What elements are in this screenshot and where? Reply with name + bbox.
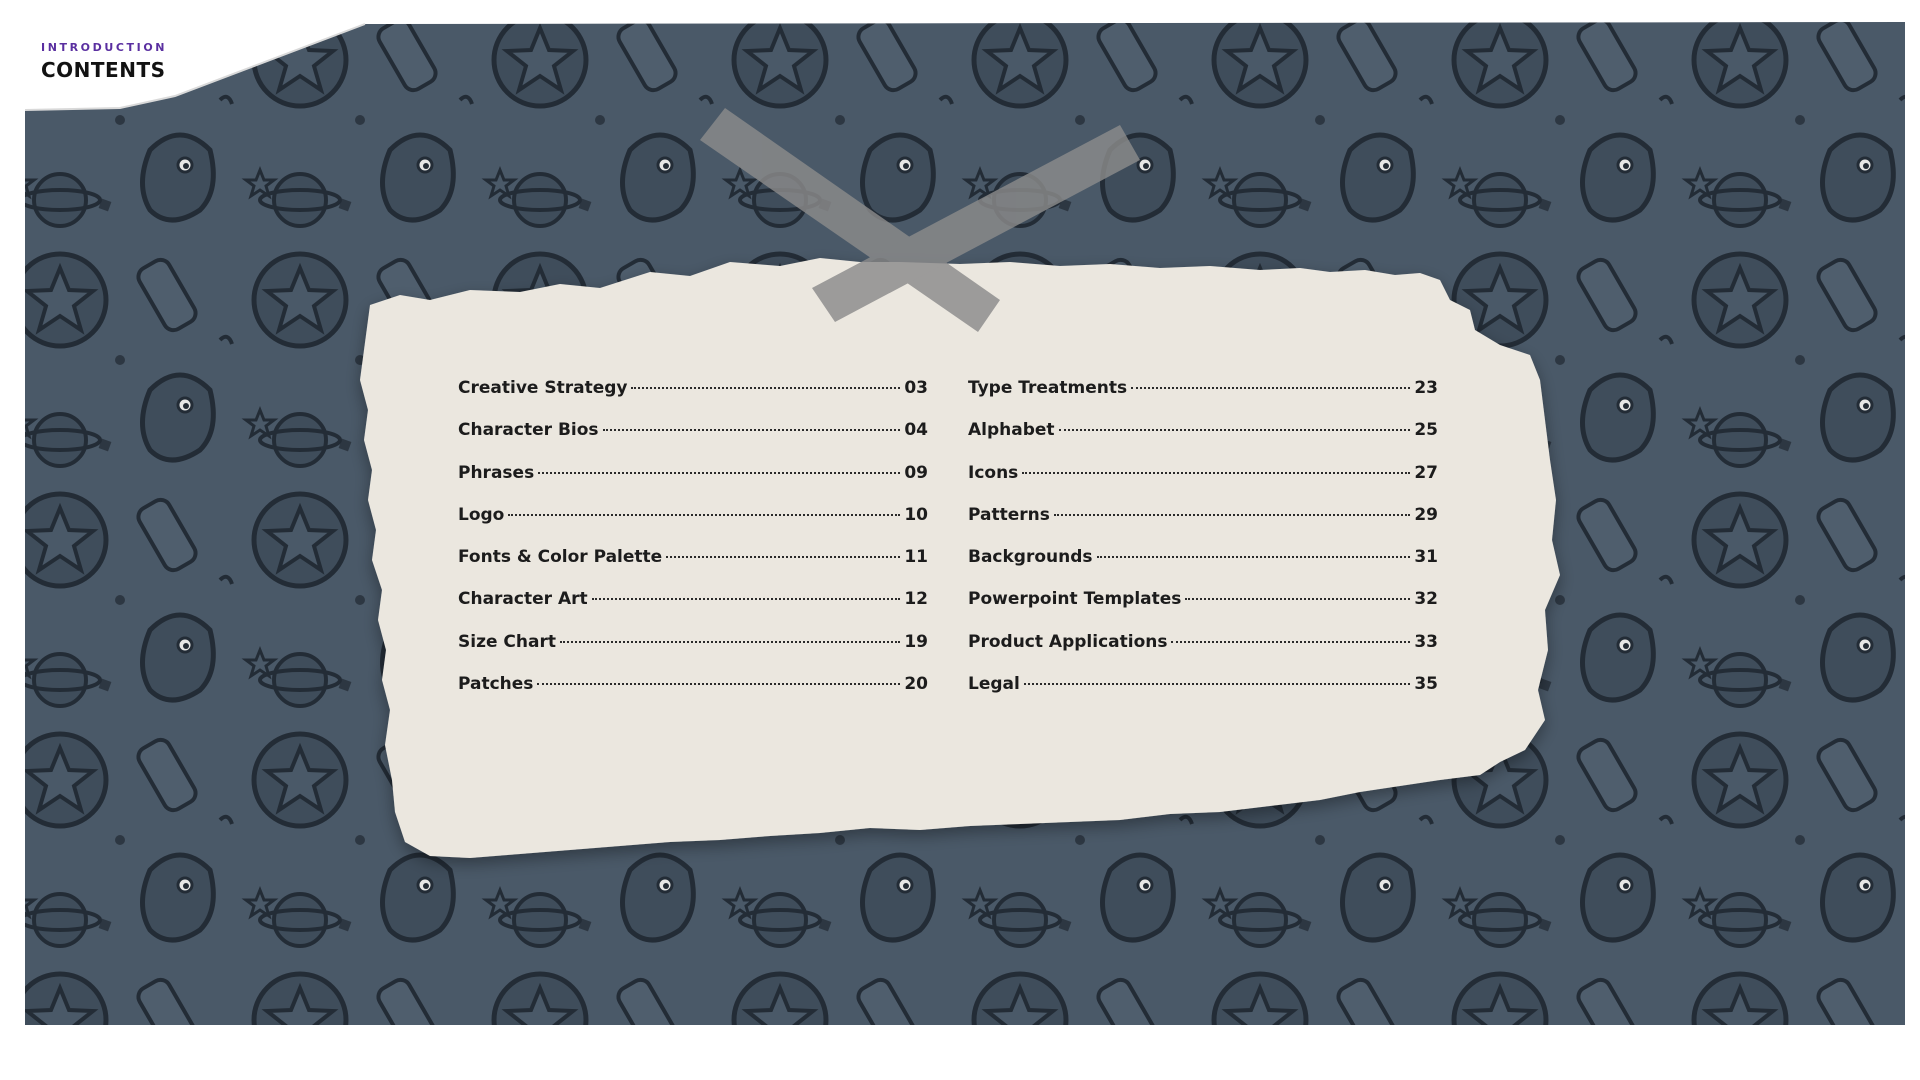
toc-entry-label: Alphabet: [968, 420, 1055, 441]
toc-dot-leader: [538, 472, 900, 474]
toc-entry[interactable]: [458, 420, 928, 462]
toc-entry-page: 12: [904, 589, 928, 610]
toc-entry[interactable]: [968, 463, 1438, 505]
toc-dot-leader: [537, 683, 900, 685]
toc-entry-page: 20: [904, 674, 928, 695]
toc-entry-label: Powerpoint Templates: [968, 589, 1182, 610]
toc-entry-page: 25: [1414, 420, 1438, 441]
table-of-contents: [458, 378, 1438, 716]
toc-entry-label: Icons: [968, 462, 1019, 483]
toc-entry[interactable]: [968, 547, 1438, 589]
toc-entry-label: Size Chart: [458, 631, 556, 652]
toc-entry-page: 23: [1414, 378, 1438, 398]
toc-entry-label: Patches: [458, 674, 534, 695]
toc-dot-leader: [631, 387, 900, 389]
page-title: CONTENTS: [41, 58, 166, 82]
toc-entry[interactable]: [968, 632, 1438, 674]
toc-entry-label: Logo: [458, 504, 505, 525]
toc-dot-leader: [560, 641, 900, 643]
toc-dot-leader: [1097, 556, 1411, 558]
toc-entry-page: 09: [904, 462, 928, 483]
toc-entry[interactable]: [458, 589, 928, 631]
toc-entry-label: Character Bios: [458, 420, 599, 441]
toc-dot-leader: [666, 556, 900, 558]
toc-entry[interactable]: [458, 378, 928, 420]
toc-entry[interactable]: [458, 674, 928, 716]
toc-entry-page: 03: [904, 378, 928, 398]
toc-entry-label: Character Art: [458, 589, 588, 610]
toc-dot-leader: [508, 514, 900, 516]
toc-entry[interactable]: [968, 674, 1438, 716]
toc-entry-label: Creative Strategy: [458, 378, 628, 398]
toc-entry[interactable]: [458, 463, 928, 505]
toc-column-right: [968, 378, 1438, 716]
toc-entry-page: 31: [1414, 547, 1438, 568]
toc-entry-page: 04: [904, 420, 928, 441]
header: [41, 41, 167, 82]
toc-dot-leader: [1185, 598, 1410, 600]
toc-entry-label: Fonts & Color Palette: [458, 547, 663, 568]
toc-entry-label: Phrases: [458, 462, 535, 483]
toc-entry[interactable]: [968, 589, 1438, 631]
toc-entry-page: 32: [1414, 589, 1438, 610]
toc-dot-leader: [1024, 683, 1410, 685]
toc-dot-leader: [1171, 641, 1410, 643]
toc-entry[interactable]: [968, 420, 1438, 462]
toc-entry[interactable]: [458, 547, 928, 589]
toc-entry[interactable]: [458, 505, 928, 547]
toc-entry-page: 27: [1414, 462, 1438, 483]
toc-entry-label: Product Applications: [968, 631, 1168, 652]
toc-entry[interactable]: [458, 632, 928, 674]
toc-dot-leader: [603, 429, 901, 431]
toc-entry-page: 10: [904, 504, 928, 525]
toc-dot-leader: [1059, 429, 1411, 431]
toc-entry-label: Patterns: [968, 504, 1050, 525]
toc-entry[interactable]: [968, 378, 1438, 420]
toc-column-left: [458, 378, 928, 716]
toc-entry-page: 19: [904, 631, 928, 652]
toc-entry-label: Backgrounds: [968, 547, 1093, 568]
toc-entry-label: Legal: [968, 674, 1020, 695]
toc-dot-leader: [1131, 387, 1410, 389]
toc-dot-leader: [1022, 472, 1410, 474]
toc-entry-label: Type Treatments: [968, 378, 1128, 398]
toc-entry-page: 29: [1414, 504, 1438, 525]
toc-entry-page: 11: [904, 547, 928, 568]
toc-entry[interactable]: [968, 505, 1438, 547]
toc-dot-leader: [592, 598, 901, 600]
section-eyebrow: INTRODUCTION: [41, 41, 168, 54]
toc-dot-leader: [1054, 514, 1410, 516]
toc-entry-page: 33: [1414, 631, 1438, 652]
toc-entry-page: 35: [1414, 674, 1438, 695]
